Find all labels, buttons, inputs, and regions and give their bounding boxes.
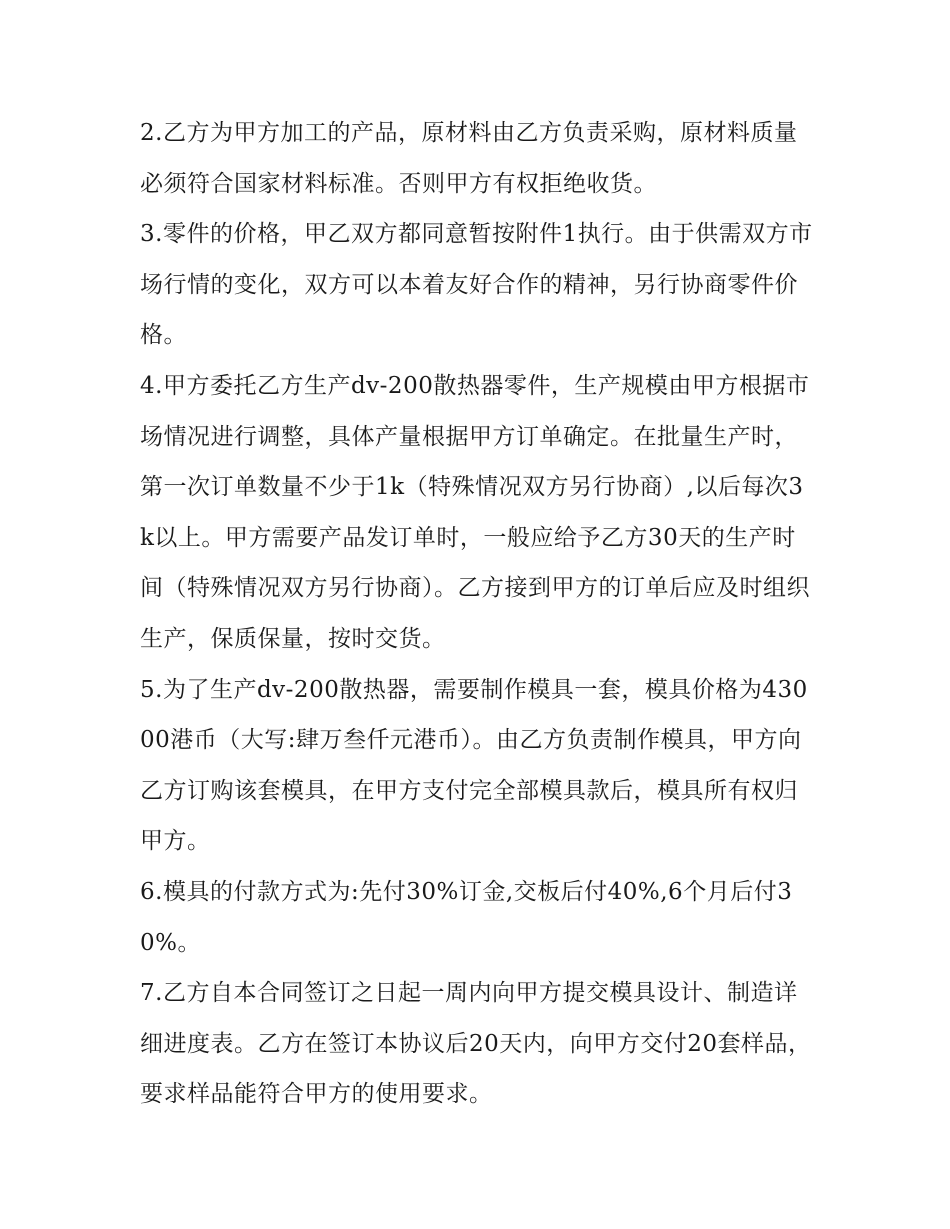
clause-5: 5.为了生产dv-200散热器，需要制作模具一套，模具价格为43000港币（大写:肆万叁仟元港币）。由乙方负责制作模具，甲方向乙方订购该套模具，在甲方支付完全部模具款后，模具所有权归甲方。 bbox=[140, 676, 808, 855]
clause-7: 7.乙方自本合同签订之日起一周内向甲方提交模具设计、制造详细进度表。乙方在签订本协议后20天内，向甲方交付20套样品，要求样品能符合甲方的使用要求。 bbox=[140, 980, 812, 1108]
clause-6: 6.模具的付款方式为:先付30%订金,交板后付40%,6个月后付30%。 bbox=[140, 878, 793, 956]
clause-2: 2.乙方为甲方加工的产品，原材料由乙方负责采购，原材料质量必须符合国家材料标准。否则甲方有权拒绝收货。 bbox=[140, 120, 798, 197]
clause-4: 4.甲方委托乙方生产dv-200散热器零件，生产规模由甲方根据市场情况进行调整，具体产量根据甲方订单确定。在批量生产时，第一次订单数量不少于1k（特殊情况双方另行协商）,以后每次3k以上。甲方需要产品发订单时，一般应给予乙方30天的生产时间（特殊情况双方另行协商）。乙方接到甲方的订单后应及时组织生产，保质保量，按时交货。 bbox=[140, 372, 810, 652]
contract-body bbox=[140, 108, 815, 1120]
clause-3: 3.零件的价格，甲乙双方都同意暂按附件1执行。由于供需双方市场行情的变化，双方可以本着友好合作的精神，另行协商零件价格。 bbox=[140, 221, 813, 349]
